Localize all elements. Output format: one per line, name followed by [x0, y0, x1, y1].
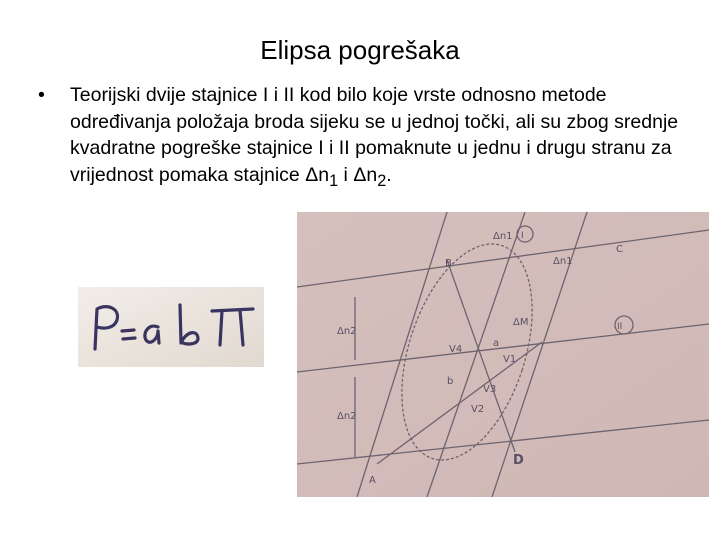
label-line-I: I: [521, 231, 524, 241]
delta-symbol-1: Δ: [305, 163, 319, 186]
label-v3: V3: [483, 384, 497, 395]
label-point-A: A: [369, 475, 376, 486]
label-line-II: II: [617, 322, 623, 332]
bullet-text: [70, 82, 690, 194]
label-v4: V4: [449, 344, 463, 355]
bullet-marker: •: [38, 84, 45, 106]
formula-handwriting-drawing: [78, 287, 264, 367]
label-point-B: B: [445, 258, 452, 269]
n-letter-2: n: [366, 163, 378, 186]
label-v1: V1: [503, 354, 517, 365]
label-dn1-top: Δn1: [493, 231, 513, 242]
subscript-2: 2: [377, 171, 387, 190]
label-b: b: [447, 376, 454, 387]
bullet-main-text: Teorijski dvije stajnice I i II kod bilo koje vrste odnosno metode određivanja položaja broda sijeku se u jednoj točki, ali su zbog srednje kvadratne pogreške stajnice I i II pomaknute u jednu i drugu stranu za vrijednost pomaka stajnice: [70, 84, 679, 186]
label-point-C: C: [616, 244, 623, 255]
slide-title: Elipsa pogrešaka: [260, 35, 460, 65]
label-dn2-left-lower: Δn2: [337, 411, 357, 422]
label-dn1-right: Δn1: [553, 256, 573, 267]
error-ellipse-sketch-photo: [297, 212, 709, 497]
label-a: a: [493, 338, 500, 349]
conjunction: i: [338, 163, 354, 186]
error-ellipse-drawing: [297, 212, 709, 497]
formula-photo: [78, 287, 264, 367]
n-letter-1: n: [318, 163, 330, 186]
label-point-D: D: [513, 453, 524, 468]
delta-symbol-2: Δ: [353, 163, 367, 186]
subscript-1: 1: [329, 171, 339, 190]
period: .: [386, 163, 392, 186]
label-dn2-right: ΔM: [513, 317, 529, 328]
label-dn2-left-upper: Δn2: [337, 326, 357, 337]
label-v2: V2: [471, 404, 485, 415]
